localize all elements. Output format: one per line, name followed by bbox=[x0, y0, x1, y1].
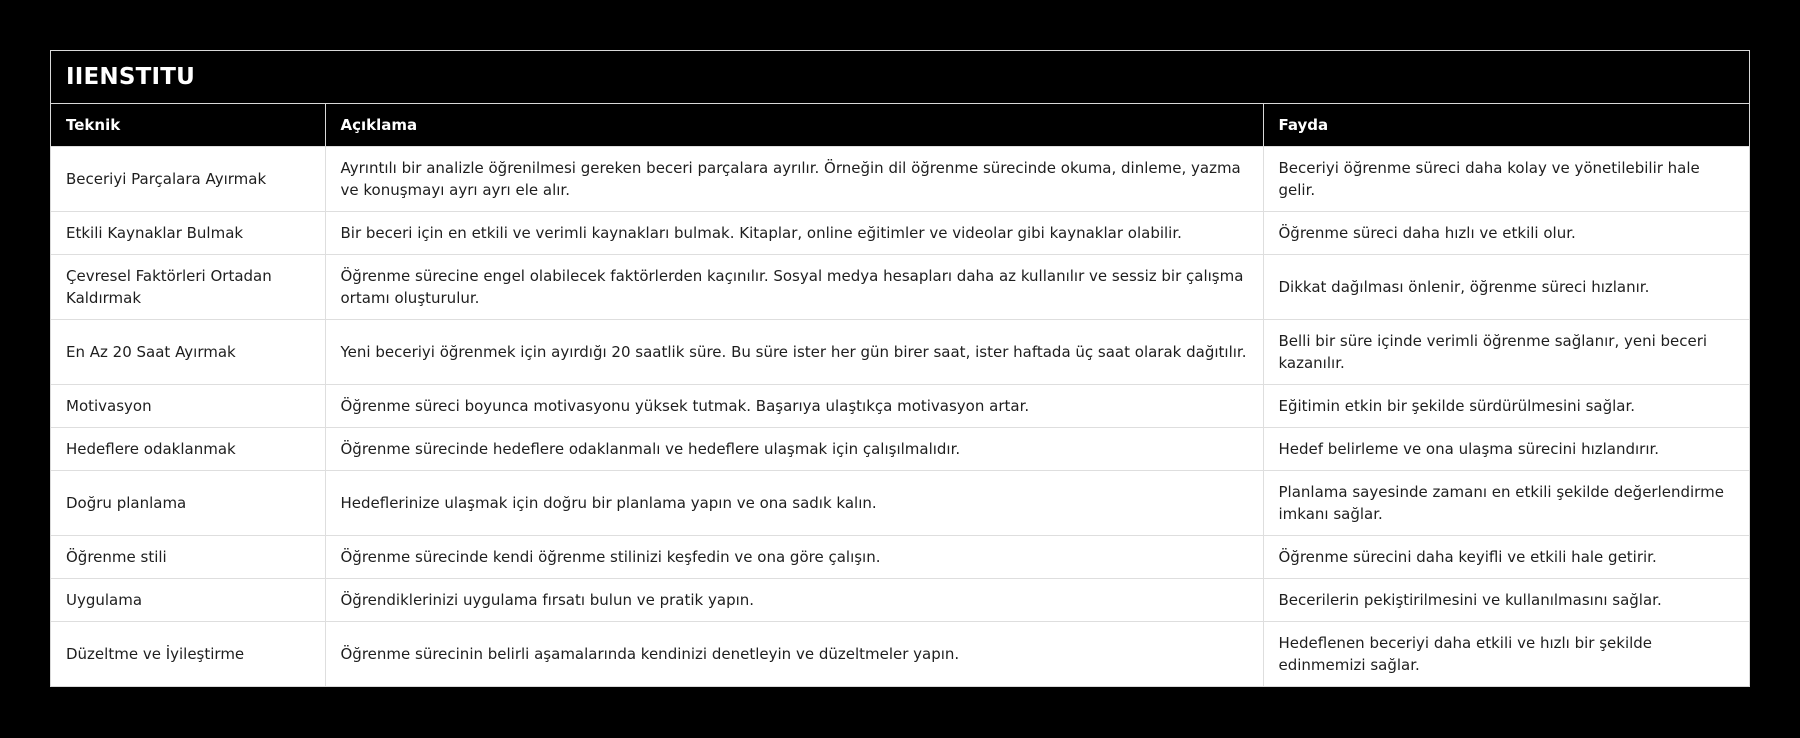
table-row bbox=[51, 578, 1749, 621]
table-body bbox=[51, 146, 1749, 686]
column-header-teknik: Teknik bbox=[51, 104, 325, 146]
cell-fayda: Planlama sayesinde zamanı en etkili şekilde değerlendirme imkanı sağlar. bbox=[1263, 470, 1749, 535]
cell-teknik: Etkili Kaynaklar Bulmak bbox=[51, 211, 325, 254]
techniques-table bbox=[51, 104, 1749, 686]
table-row bbox=[51, 470, 1749, 535]
cell-teknik: Uygulama bbox=[51, 578, 325, 621]
table-row bbox=[51, 427, 1749, 470]
cell-aciklama: Ayrıntılı bir analizle öğrenilmesi gereken beceri parçalara ayrılır. Örneğin dil öğrenme sürecinde okuma, dinleme, yazma ve konuşmayı ayrı ayrı ele alır. bbox=[325, 146, 1263, 211]
table-row bbox=[51, 319, 1749, 384]
table-row bbox=[51, 146, 1749, 211]
cell-fayda: Dikkat dağılması önlenir, öğrenme süreci hızlanır. bbox=[1263, 254, 1749, 319]
cell-aciklama: Yeni beceriyi öğrenmek için ayırdığı 20 saatlik süre. Bu süre ister her gün birer saat, ister haftada üç saat olarak dağıtılır. bbox=[325, 319, 1263, 384]
column-header-fayda: Fayda bbox=[1263, 104, 1749, 146]
cell-aciklama: Öğrenme sürecinde kendi öğrenme stilinizi keşfedin ve ona göre çalışın. bbox=[325, 535, 1263, 578]
cell-teknik: Düzeltme ve İyileştirme bbox=[51, 621, 325, 686]
title-bar bbox=[51, 51, 1749, 104]
cell-fayda: Öğrenme sürecini daha keyifli ve etkili hale getirir. bbox=[1263, 535, 1749, 578]
table-row bbox=[51, 211, 1749, 254]
cell-fayda: Becerilerin pekiştirilmesini ve kullanılmasını sağlar. bbox=[1263, 578, 1749, 621]
cell-aciklama: Hedeflerinize ulaşmak için doğru bir planlama yapın ve ona sadık kalın. bbox=[325, 470, 1263, 535]
cell-teknik: Çevresel Faktörleri Ortadan Kaldırmak bbox=[51, 254, 325, 319]
cell-fayda: Öğrenme süreci daha hızlı ve etkili olur. bbox=[1263, 211, 1749, 254]
cell-fayda: Beceriyi öğrenme süreci daha kolay ve yönetilebilir hale gelir. bbox=[1263, 146, 1749, 211]
cell-fayda: Hedef belirleme ve ona ulaşma sürecini hızlandırır. bbox=[1263, 427, 1749, 470]
cell-aciklama: Öğrenme süreci boyunca motivasyonu yüksek tutmak. Başarıya ulaştıkça motivasyon artar. bbox=[325, 384, 1263, 427]
table-row bbox=[51, 254, 1749, 319]
table-header bbox=[51, 104, 1749, 146]
cell-aciklama: Bir beceri için en etkili ve verimli kaynakları bulmak. Kitaplar, online eğitimler ve videolar gibi kaynaklar olabilir. bbox=[325, 211, 1263, 254]
table-title: IIENSTITU bbox=[66, 64, 196, 90]
cell-teknik: En Az 20 Saat Ayırmak bbox=[51, 319, 325, 384]
cell-aciklama: Öğrendiklerinizi uygulama fırsatı bulun ve pratik yapın. bbox=[325, 578, 1263, 621]
cell-aciklama: Öğrenme sürecinde hedeflere odaklanmalı ve hedeflere ulaşmak için çalışılmalıdır. bbox=[325, 427, 1263, 470]
cell-aciklama: Öğrenme sürecinin belirli aşamalarında kendinizi denetleyin ve düzeltmeler yapın. bbox=[325, 621, 1263, 686]
cell-fayda: Hedeflenen beceriyi daha etkili ve hızlı bir şekilde edinmemizi sağlar. bbox=[1263, 621, 1749, 686]
cell-teknik: Öğrenme stili bbox=[51, 535, 325, 578]
cell-fayda: Eğitimin etkin bir şekilde sürdürülmesini sağlar. bbox=[1263, 384, 1749, 427]
cell-aciklama: Öğrenme sürecine engel olabilecek faktörlerden kaçınılır. Sosyal medya hesapları daha az kullanılır ve sessiz bir çalışma ortamı oluşturulur. bbox=[325, 254, 1263, 319]
table-row bbox=[51, 384, 1749, 427]
cell-teknik: Doğru planlama bbox=[51, 470, 325, 535]
header-row bbox=[51, 104, 1749, 146]
table-card bbox=[50, 50, 1750, 687]
cell-fayda: Belli bir süre içinde verimli öğrenme sağlanır, yeni beceri kazanılır. bbox=[1263, 319, 1749, 384]
cell-teknik: Motivasyon bbox=[51, 384, 325, 427]
cell-teknik: Beceriyi Parçalara Ayırmak bbox=[51, 146, 325, 211]
column-header-aciklama: Açıklama bbox=[325, 104, 1263, 146]
table-row bbox=[51, 535, 1749, 578]
table-row bbox=[51, 621, 1749, 686]
cell-teknik: Hedeflere odaklanmak bbox=[51, 427, 325, 470]
